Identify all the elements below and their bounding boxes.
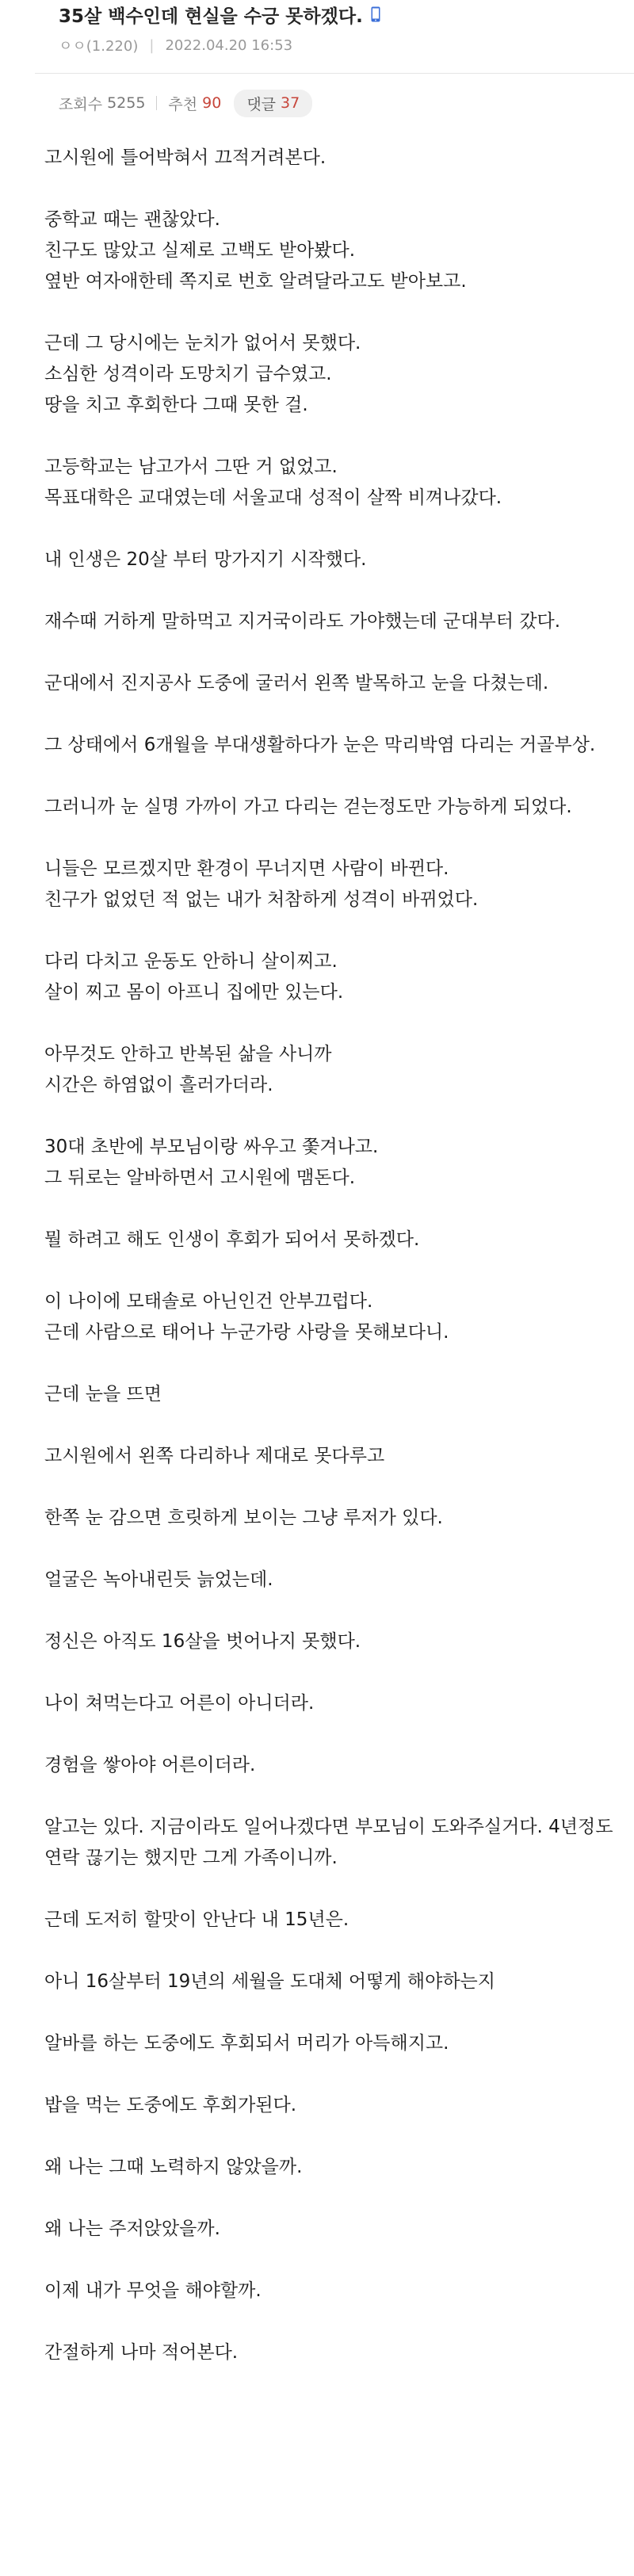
body-paragraph: 근데 그 당시에는 눈치가 없어서 못했다. 소심한 성격이라 도망치기 급수였고. 땅을 치고 후회한다 그때 못한 걸. — [44, 333, 361, 415]
recommend-count: 90 — [202, 94, 222, 112]
post-author[interactable]: ㅇㅇ(1.220) — [59, 38, 139, 55]
header-divider — [35, 73, 634, 74]
body-paragraph: 그러니까 눈 실명 가까이 가고 다리는 걷는정도만 가능하게 되었다. — [44, 797, 572, 817]
body-paragraph: 간절하게 나마 적어본다. — [44, 2342, 239, 2363]
post-header — [0, 0, 634, 127]
comments-count: 37 — [281, 94, 300, 112]
comments-label: 댓글 — [246, 95, 277, 113]
post-body — [44, 143, 615, 2399]
body-paragraph: 근데 눈을 뜨면 — [44, 1384, 162, 1405]
body-paragraph: 아니 16살부터 19년의 세월을 도대체 어떻게 해야하는지 — [44, 1971, 495, 1992]
body-paragraph: 근데 도저히 할맛이 안난다 내 15년은. — [44, 1909, 349, 1930]
body-paragraph: 밥을 먹는 도중에도 후회가된다. — [44, 2095, 297, 2115]
body-paragraph: 뭘 하려고 해도 인생이 후회가 되어서 못하겠다. — [44, 1229, 420, 1250]
body-paragraph: 얼굴은 녹아내린듯 늙었는데. — [44, 1569, 273, 1590]
body-paragraph: 고시원에서 왼쪽 다리하나 제대로 못다루고 — [44, 1446, 385, 1466]
body-paragraph: 나이 쳐먹는다고 어른이 아니더라. — [44, 1693, 315, 1714]
body-paragraph: 그 상태에서 6개월을 부대생활하다가 눈은 막리박염 다리는 거골부상. — [44, 735, 596, 755]
meta-separator: | — [149, 36, 155, 54]
body-paragraph: 내 인생은 20살 부터 망가지기 시작했다. — [44, 549, 367, 570]
stat-separator — [156, 96, 157, 110]
body-paragraph: 재수때 거하게 말하먹고 지거국이라도 가야했는데 군대부터 갔다. — [44, 611, 561, 632]
comments-button[interactable] — [234, 90, 312, 117]
title-row — [59, 2, 380, 27]
body-paragraph: 고등학교는 남고가서 그딴 거 없었고. 목표대학은 교대였는데 서울교대 성적이 살짝 비껴나갔다. — [44, 457, 502, 508]
body-paragraph: 알바를 하는 도중에도 후회되서 머리가 아득해지고. — [44, 2033, 449, 2054]
body-paragraph: 정신은 아직도 16살을 벗어나지 못했다. — [44, 1631, 361, 1652]
body-paragraph: 중학교 때는 괜찮았다. 친구도 많았고 실제로 고백도 받아봤다. 옆반 여자애한테 쪽지로 번호 알려달라고도 받아보고. — [44, 209, 467, 292]
post-date: 2022.04.20 16:53 — [165, 36, 293, 54]
body-paragraph: 다리 다치고 운동도 안하니 살이찌고. 살이 찌고 몸이 아프니 집에만 있는다. — [44, 951, 344, 1003]
post-meta — [59, 35, 292, 55]
body-paragraph: 30대 초반에 부모님이랑 싸우고 쫓겨나고. 그 뒤로는 알바하면서 고시원에 맴돈다. — [44, 1137, 379, 1188]
views-label: 조회수 — [59, 95, 103, 113]
body-paragraph: 군대에서 진지공사 도중에 굴러서 왼쪽 발목하고 눈을 다쳤는데. — [44, 673, 549, 694]
body-paragraph: 왜 나는 그때 노력하지 않았을까. — [44, 2157, 303, 2177]
body-paragraph: 이 나이에 모태솔로 아닌인건 안부끄럽다. 근데 사람으로 태어나 누군가랑 사랑을 못해보다니. — [44, 1291, 449, 1343]
body-paragraph: 왜 나는 주저앉았을까. — [44, 2219, 220, 2239]
body-paragraph: 이제 내가 무엇을 해야할까. — [44, 2280, 262, 2301]
body-paragraph: 니들은 모르겠지만 환경이 무너지면 사람이 바뀐다. 친구가 없었던 적 없는 내가 처참하게 성격이 바뀌었다. — [44, 858, 479, 910]
post-stats — [59, 89, 312, 117]
body-paragraph: 고시원에 틀어박혀서 끄적거려본다. — [44, 147, 327, 168]
views-count: 5255 — [107, 94, 146, 112]
post-title: 35살 백수인데 현실을 수긍 못하겠다. — [59, 6, 363, 27]
body-paragraph: 한쪽 눈 감으면 흐릿하게 보이는 그냥 루저가 있다. — [44, 1508, 443, 1528]
mobile-phone-icon — [371, 6, 380, 22]
body-paragraph: 경험을 쌓아야 어른이더라. — [44, 1755, 256, 1775]
body-paragraph: 알고는 있다. 지금이라도 일어나겠다면 부모님이 도와주실거다. 4년정도 연락 끊기는 했지만 그게 가족이니까. — [44, 1817, 613, 1868]
recommend-label: 추천 — [168, 95, 198, 113]
body-paragraph: 아무것도 안하고 반복된 삶을 사니까 시간은 하염없이 흘러가더라. — [44, 1044, 332, 1095]
